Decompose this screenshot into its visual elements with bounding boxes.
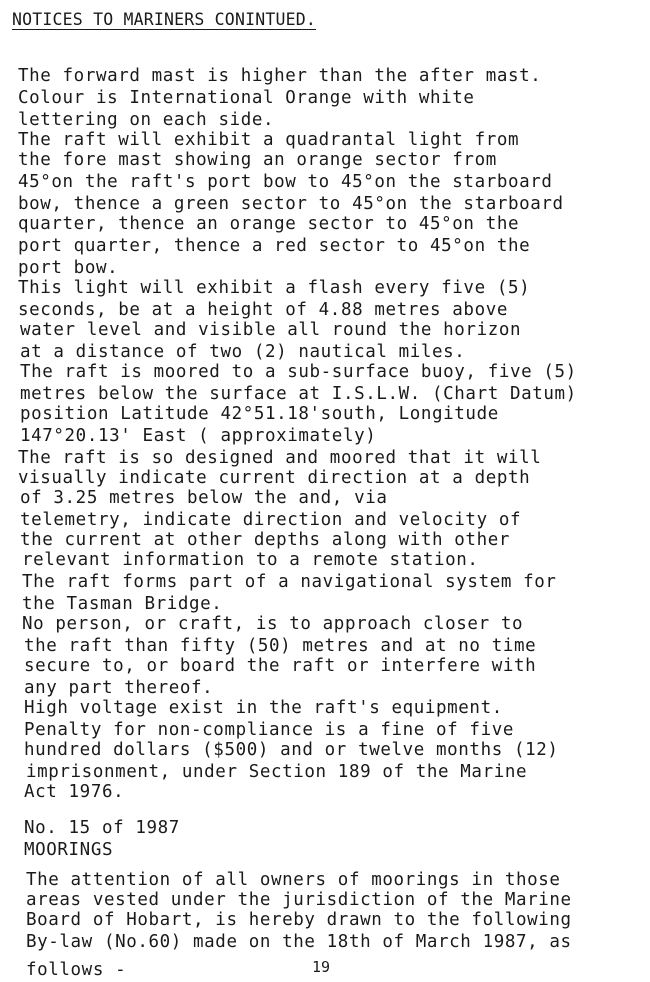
raft-text-line: No person, or craft, is to approach closer to	[22, 614, 524, 634]
raft-text-line: any part thereof.	[24, 678, 214, 698]
raft-text-line: Act 1976.	[24, 782, 125, 802]
raft-text-line: The raft forms part of a navigational system for	[22, 572, 557, 592]
moorings-text-line: areas vested under the jurisdiction of the Marine	[26, 890, 572, 910]
raft-text-line: bow, thence a green sector to 45°on the starboard	[18, 194, 564, 214]
raft-text-line: metres below the surface at I.S.L.W. (Chart Datum)	[20, 384, 577, 404]
moorings-text-line: Board of Hobart, is hereby drawn to the following	[26, 910, 572, 930]
moorings-text-line: follows -	[26, 960, 127, 980]
raft-text-line: the Tasman Bridge.	[22, 594, 223, 614]
raft-text-line: The raft is so designed and moored that it will	[18, 448, 542, 468]
raft-text-line: relevant information to a remote station.	[22, 550, 479, 570]
raft-text-line: Penalty for non-compliance is a fine of five	[24, 720, 514, 740]
page-number: 19	[312, 958, 331, 976]
raft-text-line: hundred dollars ($500) and or twelve months (12)	[24, 740, 559, 760]
raft-text-line: port bow.	[18, 258, 119, 278]
raft-text-line: quarter, thence an orange sector to 45°on the	[18, 214, 520, 234]
raft-text-line: The raft will exhibit a quadrantal light from	[18, 130, 520, 150]
raft-text-line: the raft than fifty (50) metres and at no time	[24, 636, 537, 656]
raft-text-line: visually indicate current direction at a depth	[18, 468, 531, 488]
raft-text-line: port quarter, thence a red sector to 45°on the	[18, 236, 531, 256]
raft-text-line: High voltage exist in the raft's equipment.	[24, 698, 503, 718]
raft-text-line: This light will exhibit a flash every five (5)	[18, 278, 531, 298]
moorings-text-line: By-law (No.60) made on the 18th of March 1987, as	[26, 932, 572, 952]
raft-text-line: Colour is International Orange with white	[18, 88, 475, 108]
page-heading: NOTICES TO MARINERS CONINTUED.	[12, 10, 317, 29]
raft-text-line: the fore mast showing an orange sector from	[18, 150, 497, 170]
raft-text-line: imprisonment, under Section 189 of the Marine	[26, 762, 528, 782]
raft-text-line: the current at other depths along with other	[20, 530, 510, 550]
raft-text-line: 147°20.13' East ( approximately)	[20, 426, 377, 446]
raft-text-line: at a distance of two (2) nautical miles.	[20, 342, 466, 362]
raft-text-line: of 3.25 metres below the and, via	[20, 488, 388, 508]
notice-title: MOORINGS	[24, 840, 114, 860]
raft-text-line: seconds, be at a height of 4.88 metres above	[18, 300, 508, 320]
raft-text-line: The raft is moored to a sub-surface buoy, five (5)	[20, 362, 577, 382]
raft-text-line: The forward mast is higher than the after mast.	[18, 66, 542, 86]
raft-text-line: secure to, or board the raft or interfere with	[24, 656, 537, 676]
raft-text-line: telemetry, indicate direction and velocity of	[20, 510, 522, 530]
raft-text-line: lettering on each side.	[18, 110, 275, 130]
notice-number: No. 15 of 1987	[24, 818, 180, 838]
raft-text-line: 45°on the raft's port bow to 45°on the starboard	[18, 172, 553, 192]
raft-text-line: position Latitude 42°51.18'south, Longitude	[20, 404, 499, 424]
moorings-text-line: The attention of all owners of moorings in those	[26, 870, 561, 890]
raft-text-line: water level and visible all round the horizon	[20, 320, 522, 340]
